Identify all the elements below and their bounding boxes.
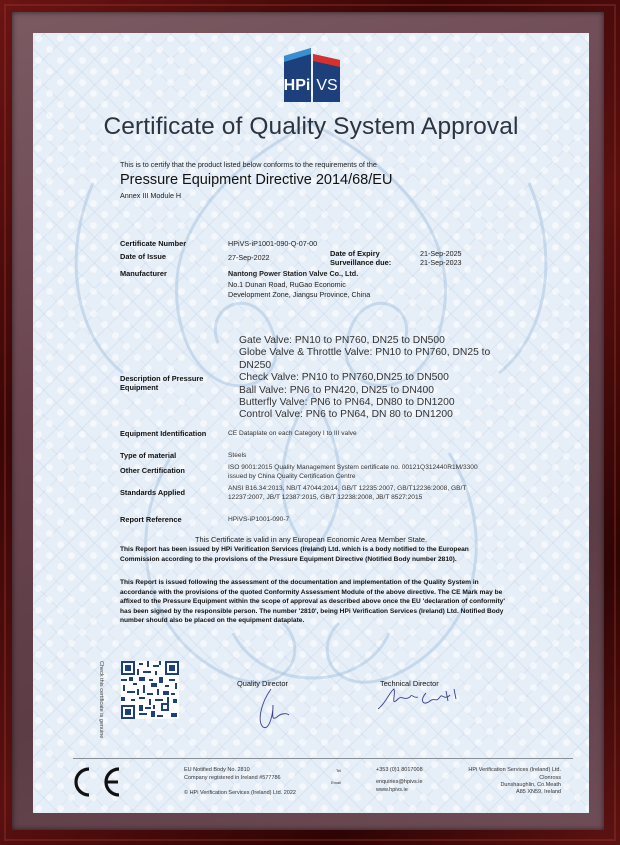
report-reference-value: HPiVS-iP1001-090-7: [228, 516, 290, 523]
standards-applied-label: Standards Applied: [120, 488, 186, 497]
footer-tel[interactable]: +353 (0)1 8017008: [376, 767, 423, 773]
other-certification-line1: ISO 9001:2015 Quality Management System certificate no. 00121Q312440R1M/3300: [228, 464, 478, 471]
footer-address-line: A85 XN59, Ireland: [516, 789, 561, 795]
verification-qr-code[interactable]: [121, 661, 179, 719]
intro-text: This is to certify that the product listed below conforms to the requirements of the: [120, 160, 377, 169]
surveillance-due-value: 21-Sep-2023: [420, 258, 462, 267]
description-line: DN250: [239, 359, 272, 371]
standards-applied-line2: 12237:2007, JB/T 12387:2015, GB/T 12238:2008, JB/T 8527:2015: [228, 494, 423, 501]
other-certification-line2: issued by China Quality Certification Centre: [228, 473, 356, 480]
validity-statement: This Certificate is valid in any European Economic Area Member State.: [194, 535, 428, 544]
footer-address-line: Clonross: [539, 775, 561, 781]
footer-copyright: © HPi Verification Services (Ireland) Ltd. 2022: [184, 790, 296, 796]
ce-mark-paragraph: This Report is issued following the assessment of the documentation and implementation of the Quality System in accordance with the provisions of the quoted Conformity Assessment Module of the above directive. The CE Mark may be affixed to the Pressure Equipment within the scope of approval as described above once the EU 'declaration of conformity' has been signed by the responsible person. The number '2810', being HPi Verification Services (Ireland) Ltd. Notified Body number should also be placed on the equipment dataplate.: [120, 579, 505, 625]
equipment-identification-value: CE Dataplate on each Category I to III valve: [228, 430, 357, 437]
qr-caption: Check this certificate is genuine: [98, 661, 104, 739]
type-of-material-value: Steels: [228, 452, 247, 459]
description-line: Control Valve: PN6 to PN64, DN 80 to DN1200: [239, 409, 453, 421]
date-of-issue-label: Date of Issue: [120, 252, 167, 261]
manufacturer-label: Manufacturer: [120, 269, 167, 278]
ce-mark-text: CE: [71, 766, 73, 767]
technical-director-signature: [376, 685, 466, 715]
description-label-line2: Equipment: [120, 383, 159, 392]
type-of-material-label: Type of material: [120, 451, 177, 460]
equipment-identification-label: Equipment Identification: [120, 429, 207, 438]
logo-vs-text: VS: [316, 77, 338, 94]
footer-divider: [73, 758, 573, 759]
date-of-expiry-label: Date of Expiry: [330, 249, 380, 258]
footer-address-line: Dunshaughlin, Co.Meath: [500, 782, 561, 788]
description-line: Butterfly Valve: PN6 to PN64, DN80 to DN1200: [239, 397, 455, 409]
manufacturer-address-line2: Development Zone, Jiangsu Province, China: [228, 290, 371, 299]
footer-address-line: HPi Verification Services (Ireland) Ltd.: [468, 767, 561, 773]
ce-mark: [71, 766, 129, 798]
date-of-expiry-value: 21-Sep-2025: [420, 249, 462, 258]
description-line: Gate Valve: PN10 to PN760, DN25 to DN500: [239, 335, 445, 346]
quality-director-signature: [253, 685, 293, 735]
annex-text: Annex III Module H: [120, 191, 182, 200]
report-reference-label: Report Reference: [120, 515, 182, 524]
directive-name: Pressure Equipment Directive 2014/68/EU: [120, 172, 393, 188]
footer-email[interactable]: enquiries@hpivs.ie: [376, 779, 423, 785]
footer-tel-label: Tel: [336, 768, 342, 773]
manufacturer-name: Nantong Power Station Valve Co., Ltd.: [228, 269, 359, 278]
notified-body-paragraph: This Report has been issued by HPi Verification Services (Ireland) Ltd. which is a body notified to the European Commission according to the provisions of the Pressure Equipment Directive (Notified Body number 2810).: [120, 546, 469, 563]
certificate-number-label: Certificate Number: [120, 239, 187, 248]
hpivs-logo: [280, 40, 344, 102]
description-line: Globe Valve & Throttle Valve: PN10 to PN760, DN25 to: [239, 347, 491, 359]
technical-director-label: Technical Director: [380, 679, 439, 688]
surveillance-due-label: Surveillance due:: [330, 258, 392, 267]
logo-hpi-text: HPi: [283, 77, 311, 94]
footer-website[interactable]: www.hpivs.ie: [376, 787, 408, 793]
background-flourish: [33, 33, 589, 813]
description-label-line1: Description of Pressure: [120, 374, 204, 383]
footer-company-registration: Company registered in Ireland #577786: [184, 775, 281, 781]
description-line: Ball Valve: PN6 to PN420, DN25 to DN400: [239, 384, 434, 396]
certificate-title: Certificate of Quality System Approval: [103, 113, 519, 140]
description-line: Check Valve: PN10 to PN760,DN25 to DN500: [239, 372, 449, 384]
certificate-number-value: HPiVS-iP1001-090-Q-07-00: [228, 239, 318, 248]
manufacturer-address-line1: No.1 Dunan Road, RuGao Economic: [228, 280, 346, 289]
other-certification-label: Other Certification: [120, 466, 185, 475]
equipment-description-list: [239, 335, 490, 422]
date-of-issue-value: 27-Sep-2022: [228, 253, 270, 262]
footer-email-label: Email: [331, 780, 342, 785]
footer-notified-body: EU Notified Body No. 2810: [184, 767, 250, 773]
certificate-paper: [33, 33, 589, 813]
standards-applied-line1: ANSI B16.34:2013, NB/T 47044:2014, GB/T 12235:2007, GB/T12236:2008, GB/T: [228, 485, 467, 492]
quality-director-label: Quality Director: [237, 679, 288, 688]
